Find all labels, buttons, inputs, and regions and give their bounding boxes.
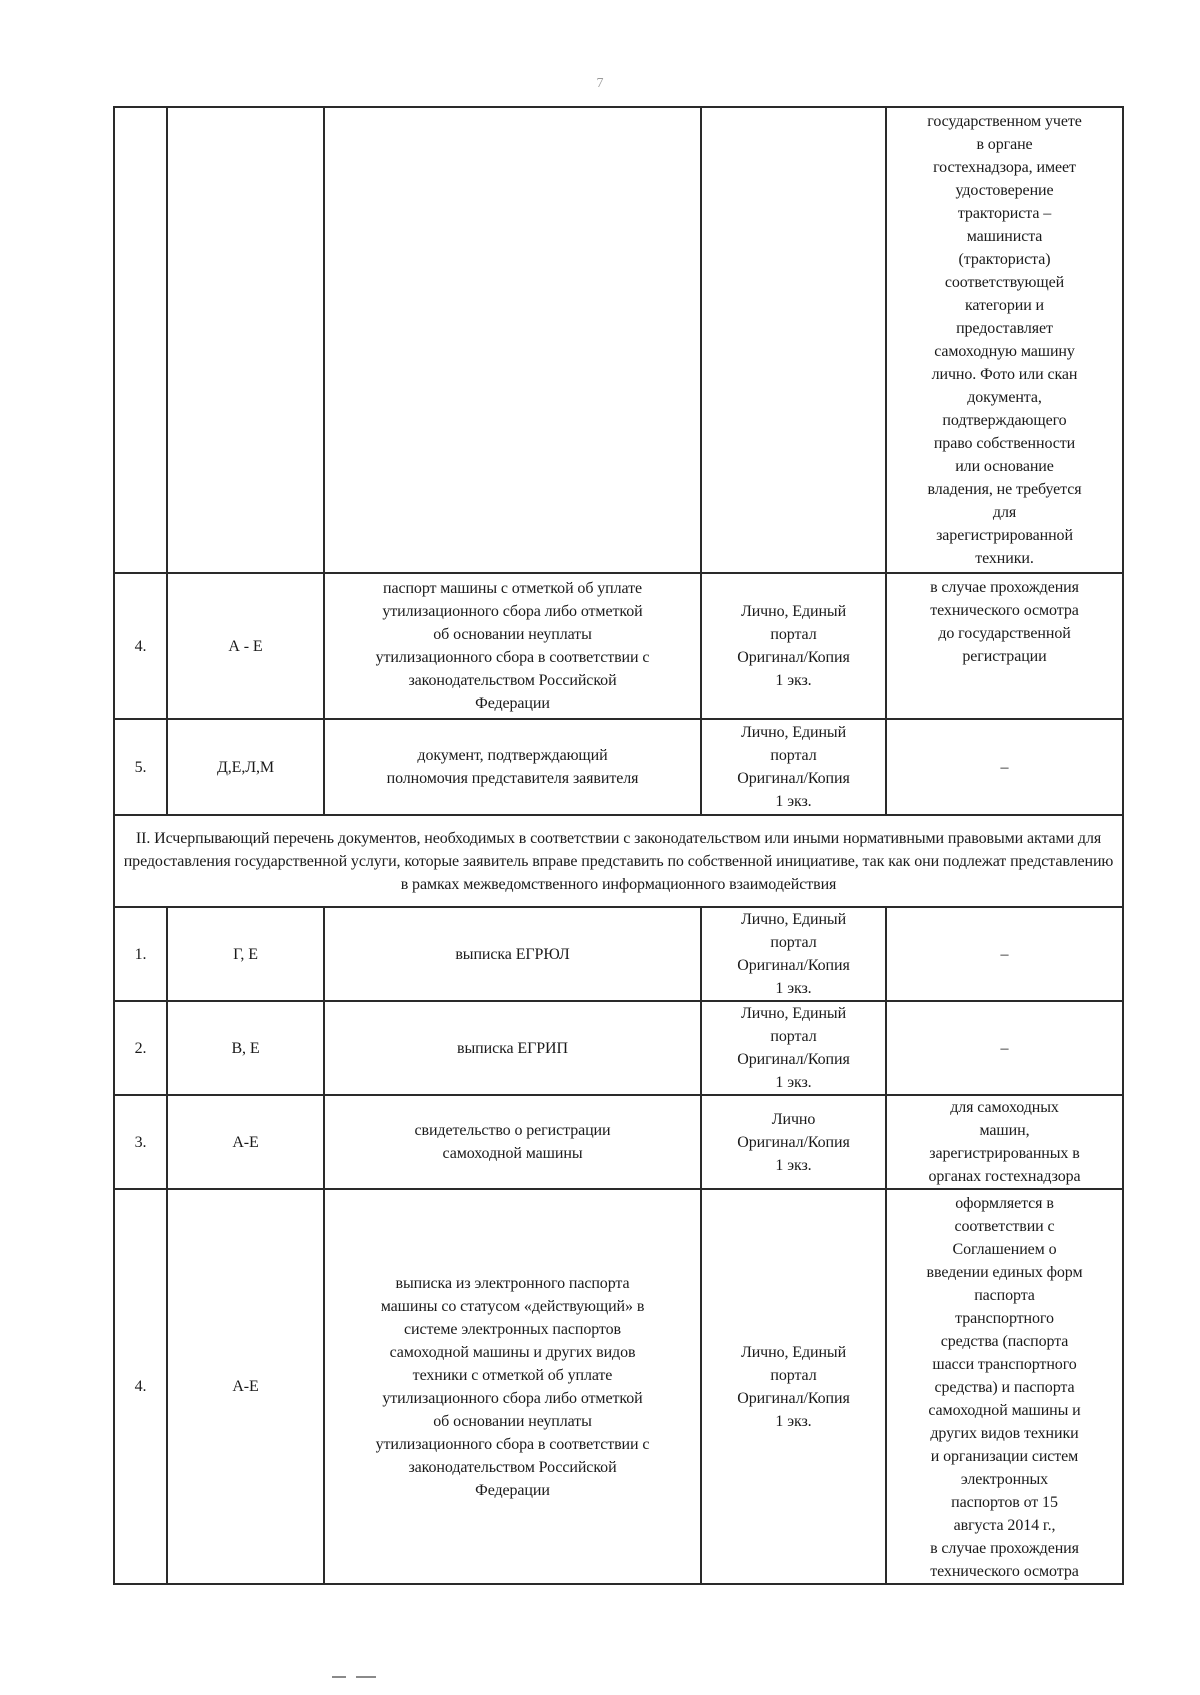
submission-cell: Лично, Единый портал Оригинал/Копия 1 экз.	[701, 573, 886, 719]
document-cell: выписка ЕГРИП	[324, 1001, 701, 1095]
table-row	[114, 907, 1123, 1001]
categories-cell	[167, 107, 324, 573]
section-title: II. Исчерпывающий перечень документов, необходимых в соответствии с законодательством или иными нормативными правовыми актами для предоставления государственной услуги, которые заявитель вправе представить по собственной инициативе, так как они подлежат представлению в рамках межведомственного информационного взаимодействия	[114, 815, 1123, 907]
notes-cell: –	[886, 907, 1123, 1001]
table-row	[114, 719, 1123, 815]
categories-cell: Г, Е	[167, 907, 324, 1001]
table-row	[114, 1095, 1123, 1189]
notes-cell: оформляется в соответствии с Соглашением о введении единых форм паспорта транспортного средства (паспорта шасси транспортного средства) и паспорта самоходной машины и других видов техники и организации систем электронных паспортов от 15 августа 2014 г., в случае прохождения технического осмотра	[886, 1189, 1123, 1584]
document-cell: свидетельство о регистрации самоходной машины	[324, 1095, 701, 1189]
submission-cell: Лично, Единый портал Оригинал/Копия 1 экз.	[701, 907, 886, 1001]
number-cell: 5.	[114, 719, 167, 815]
number-cell: 1.	[114, 907, 167, 1001]
categories-cell: А-Е	[167, 1189, 324, 1584]
notes-cell: государственном учете в органе гостехнадзора, имеет удостоверение тракториста – машиниста (тракториста) соответствующей категории и предоставляет самоходную машину лично. Фото или скан документа, подтверждающего право собственности или основание владения, не требуется для зарегистрированной техники.	[886, 107, 1123, 573]
categories-cell: Д,Е,Л,М	[167, 719, 324, 815]
document-cell: документ, подтверждающий полномочия представителя заявителя	[324, 719, 701, 815]
section-header-row	[114, 815, 1123, 907]
submission-cell	[701, 107, 886, 573]
document-cell: выписка из электронного паспорта машины со статусом «действующий» в системе электронных паспортов самоходной машины и других видов техники с отметкой об уплате утилизационного сбора либо отметкой об основании неуплаты утилизационного сбора в соответствии с законодательством Российской Федерации	[324, 1189, 701, 1584]
number-cell: 4.	[114, 1189, 167, 1584]
document-cell: выписка ЕГРЮЛ	[324, 907, 701, 1001]
document-cell	[324, 107, 701, 573]
page-number: 7	[596, 76, 604, 91]
scan-mark	[332, 1676, 346, 1678]
submission-cell: Лично, Единый портал Оригинал/Копия 1 экз.	[701, 719, 886, 815]
number-cell	[114, 107, 167, 573]
submission-cell: Лично, Единый портал Оригинал/Копия 1 экз.	[701, 1001, 886, 1095]
table-row-continuation	[114, 107, 1123, 573]
scan-mark	[356, 1676, 376, 1678]
table-row	[114, 1189, 1123, 1584]
notes-cell: для самоходных машин, зарегистрированных в органах гостехнадзора	[886, 1095, 1123, 1189]
number-cell: 2.	[114, 1001, 167, 1095]
table-row	[114, 573, 1123, 719]
table-row	[114, 1001, 1123, 1095]
notes-cell: –	[886, 1001, 1123, 1095]
categories-cell: В, Е	[167, 1001, 324, 1095]
categories-cell: А-Е	[167, 1095, 324, 1189]
document-cell: паспорт машины с отметкой об уплате утилизационного сбора либо отметкой об основании неуплаты утилизационного сбора в соответствии с законодательством Российской Федерации	[324, 573, 701, 719]
submission-cell: Лично Оригинал/Копия 1 экз.	[701, 1095, 886, 1189]
categories-cell: А - Е	[167, 573, 324, 719]
documents-table	[113, 106, 1124, 1585]
submission-cell: Лично, Единый портал Оригинал/Копия 1 экз.	[701, 1189, 886, 1584]
notes-cell: в случае прохождения технического осмотра до государственной регистрации	[886, 573, 1123, 719]
number-cell: 3.	[114, 1095, 167, 1189]
notes-cell: –	[886, 719, 1123, 815]
number-cell: 4.	[114, 573, 167, 719]
